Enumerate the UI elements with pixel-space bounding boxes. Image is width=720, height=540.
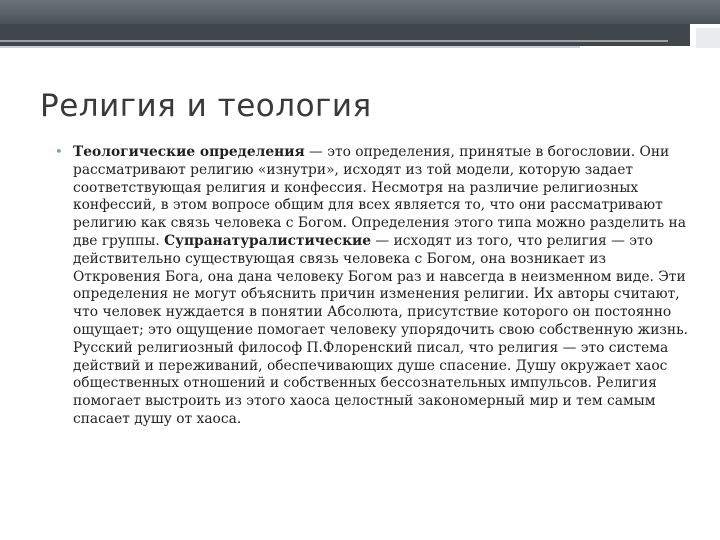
header-bar-top (0, 0, 720, 24)
header-corner-accent (696, 28, 720, 48)
term-theological: Теологические определения (73, 144, 305, 160)
text-theological: — это определения, принятые в богословии. Они рассматривают религию «изнутри», исходят из той модели, которую задает соответствующая религия и конфессия. Несмотря на различие религиозных конфессий, в этом вопросе общим для всех является то, что они рассматривают религию как связь человека с Богом. Определения этого типа можно разделить на две группы. (73, 144, 686, 249)
bullet-icon: • (55, 145, 63, 160)
header-rule-dark (0, 40, 668, 42)
text-supranaturalistic: — исходят из того, что религия — это действительно существующая связь человека с Богом, она возникает из Откровения Бога, она дана человеку Богом раз и навсегда в неизменном виде. Эти определения не могут объяснить причин изменения религии. Их авторы считают, что человек нуждается в понятии Абсолюта, присутствие которого он постоянно ощущает; это ощущение помогает человеку упорядочить свою собственную жизнь. Русский религиозный философ П.Флоренский писал, что религия — это система действий и переживаний, обеспечивающих душе спасение. Душу окружает хаос общественных отношений и собственных бессознательных импульсов. Религия помогает выстроить из этого хаоса целостный закономерный мир и тем самым спасает душу от хаоса. (73, 232, 689, 427)
header-rule-light (0, 46, 580, 48)
term-supranaturalistic: Супранатуралистические (164, 232, 372, 249)
header-bar-block (0, 24, 690, 46)
body-paragraph (73, 144, 695, 429)
slide-content (55, 144, 695, 429)
slide-title: Религия и теология (40, 88, 372, 124)
